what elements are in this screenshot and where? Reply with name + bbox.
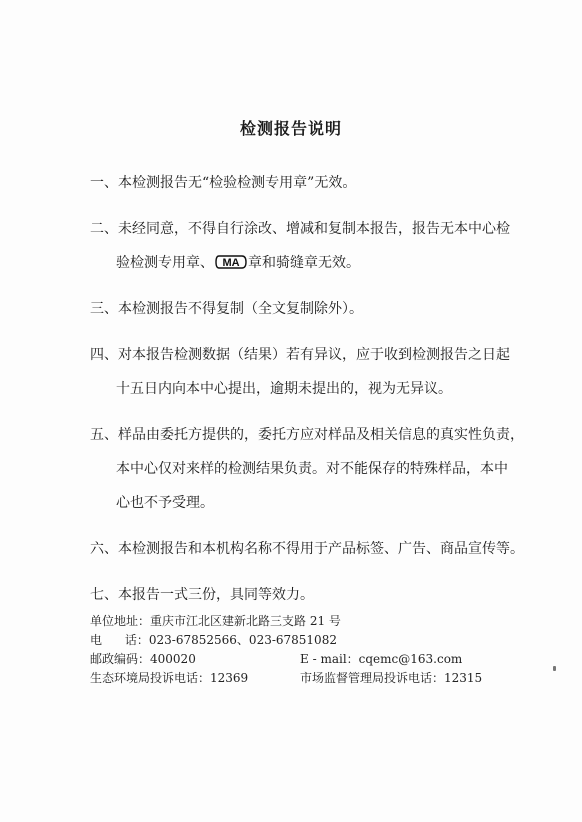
phone-row	[90, 631, 530, 650]
email-group	[300, 650, 462, 669]
clause-number: 二、	[90, 221, 118, 237]
clause-text-continued: 验检测专用章、	[116, 255, 214, 271]
clause-text: 本检测报告和本机构名称不得用于产品标签、广告、商品宣传等。	[118, 541, 524, 557]
cma-mark-icon	[215, 254, 247, 270]
clause-text: 对本报告检测数据（结果）若有异议，应于收到检测报告之日起	[118, 347, 510, 363]
phone-value: 023-67852566、023-67851082	[148, 633, 337, 647]
clause-text-continued: 章和骑缝章无效。	[248, 255, 360, 271]
scan-speck	[553, 666, 556, 671]
clause-text: 未经同意，不得自行涂改、增减和复制本报告，报告无本中心检	[118, 221, 510, 237]
postcode-label: 邮政编码：	[90, 652, 151, 666]
clause-4	[90, 338, 510, 406]
email-value: cqemc@163.com	[358, 652, 463, 666]
page-title: 检测报告说明	[239, 119, 342, 138]
clause-number: 三、	[90, 301, 118, 317]
market-complaint-label: 市场监督管理局投诉电话：	[300, 671, 445, 685]
clause-text-continued: 十五日内向本中心提出，逾期未提出的，视为无异议。	[116, 381, 452, 397]
clause-6	[90, 532, 524, 566]
address-row	[90, 612, 530, 631]
clause-number: 七、	[90, 587, 118, 603]
clause-7	[90, 578, 510, 612]
clause-text: 本检测报告不得复制（全文复制除外）。	[118, 301, 363, 317]
cma-mark-label: MA	[222, 257, 240, 270]
clause-text: 本报告一式三份，具同等效力。	[118, 587, 314, 603]
market-complaint-value: 12315	[444, 671, 483, 685]
clause-number: 四、	[90, 347, 118, 363]
postcode-value: 400020	[150, 652, 196, 666]
phone-label: 电 话：	[90, 633, 149, 647]
address-label: 单位地址：	[90, 614, 151, 628]
market-complaint-group	[300, 669, 482, 688]
clause-number: 五、	[90, 427, 118, 443]
clause-number: 一、	[90, 175, 118, 191]
address-value: 重庆市江北区建新北路三支路 21 号	[150, 614, 341, 628]
clause-2	[90, 212, 510, 280]
clause-5	[90, 418, 524, 520]
clause-list	[90, 166, 524, 624]
clause-3	[90, 292, 510, 326]
eco-complaint-label: 生态环境局投诉电话：	[90, 671, 211, 685]
clause-text: 样品由委托方提供的，委托方应对样品及相关信息的真实性负责，	[118, 427, 524, 443]
email-label: E - mail：	[300, 652, 359, 666]
contact-footer	[90, 612, 530, 688]
clause-1	[90, 166, 510, 200]
clause-text: 本检测报告无“检验检测专用章”无效。	[118, 175, 357, 191]
clause-text-continued: 心也不予受理。	[116, 495, 214, 511]
complaint-row	[90, 669, 530, 688]
clause-number: 六、	[90, 541, 118, 557]
eco-complaint-value: 12369	[210, 671, 249, 685]
clause-text-continued: 本中心仅对来样的检测结果负责。对不能保存的特殊样品，本中	[116, 461, 508, 477]
postcode-email-row	[90, 650, 530, 669]
